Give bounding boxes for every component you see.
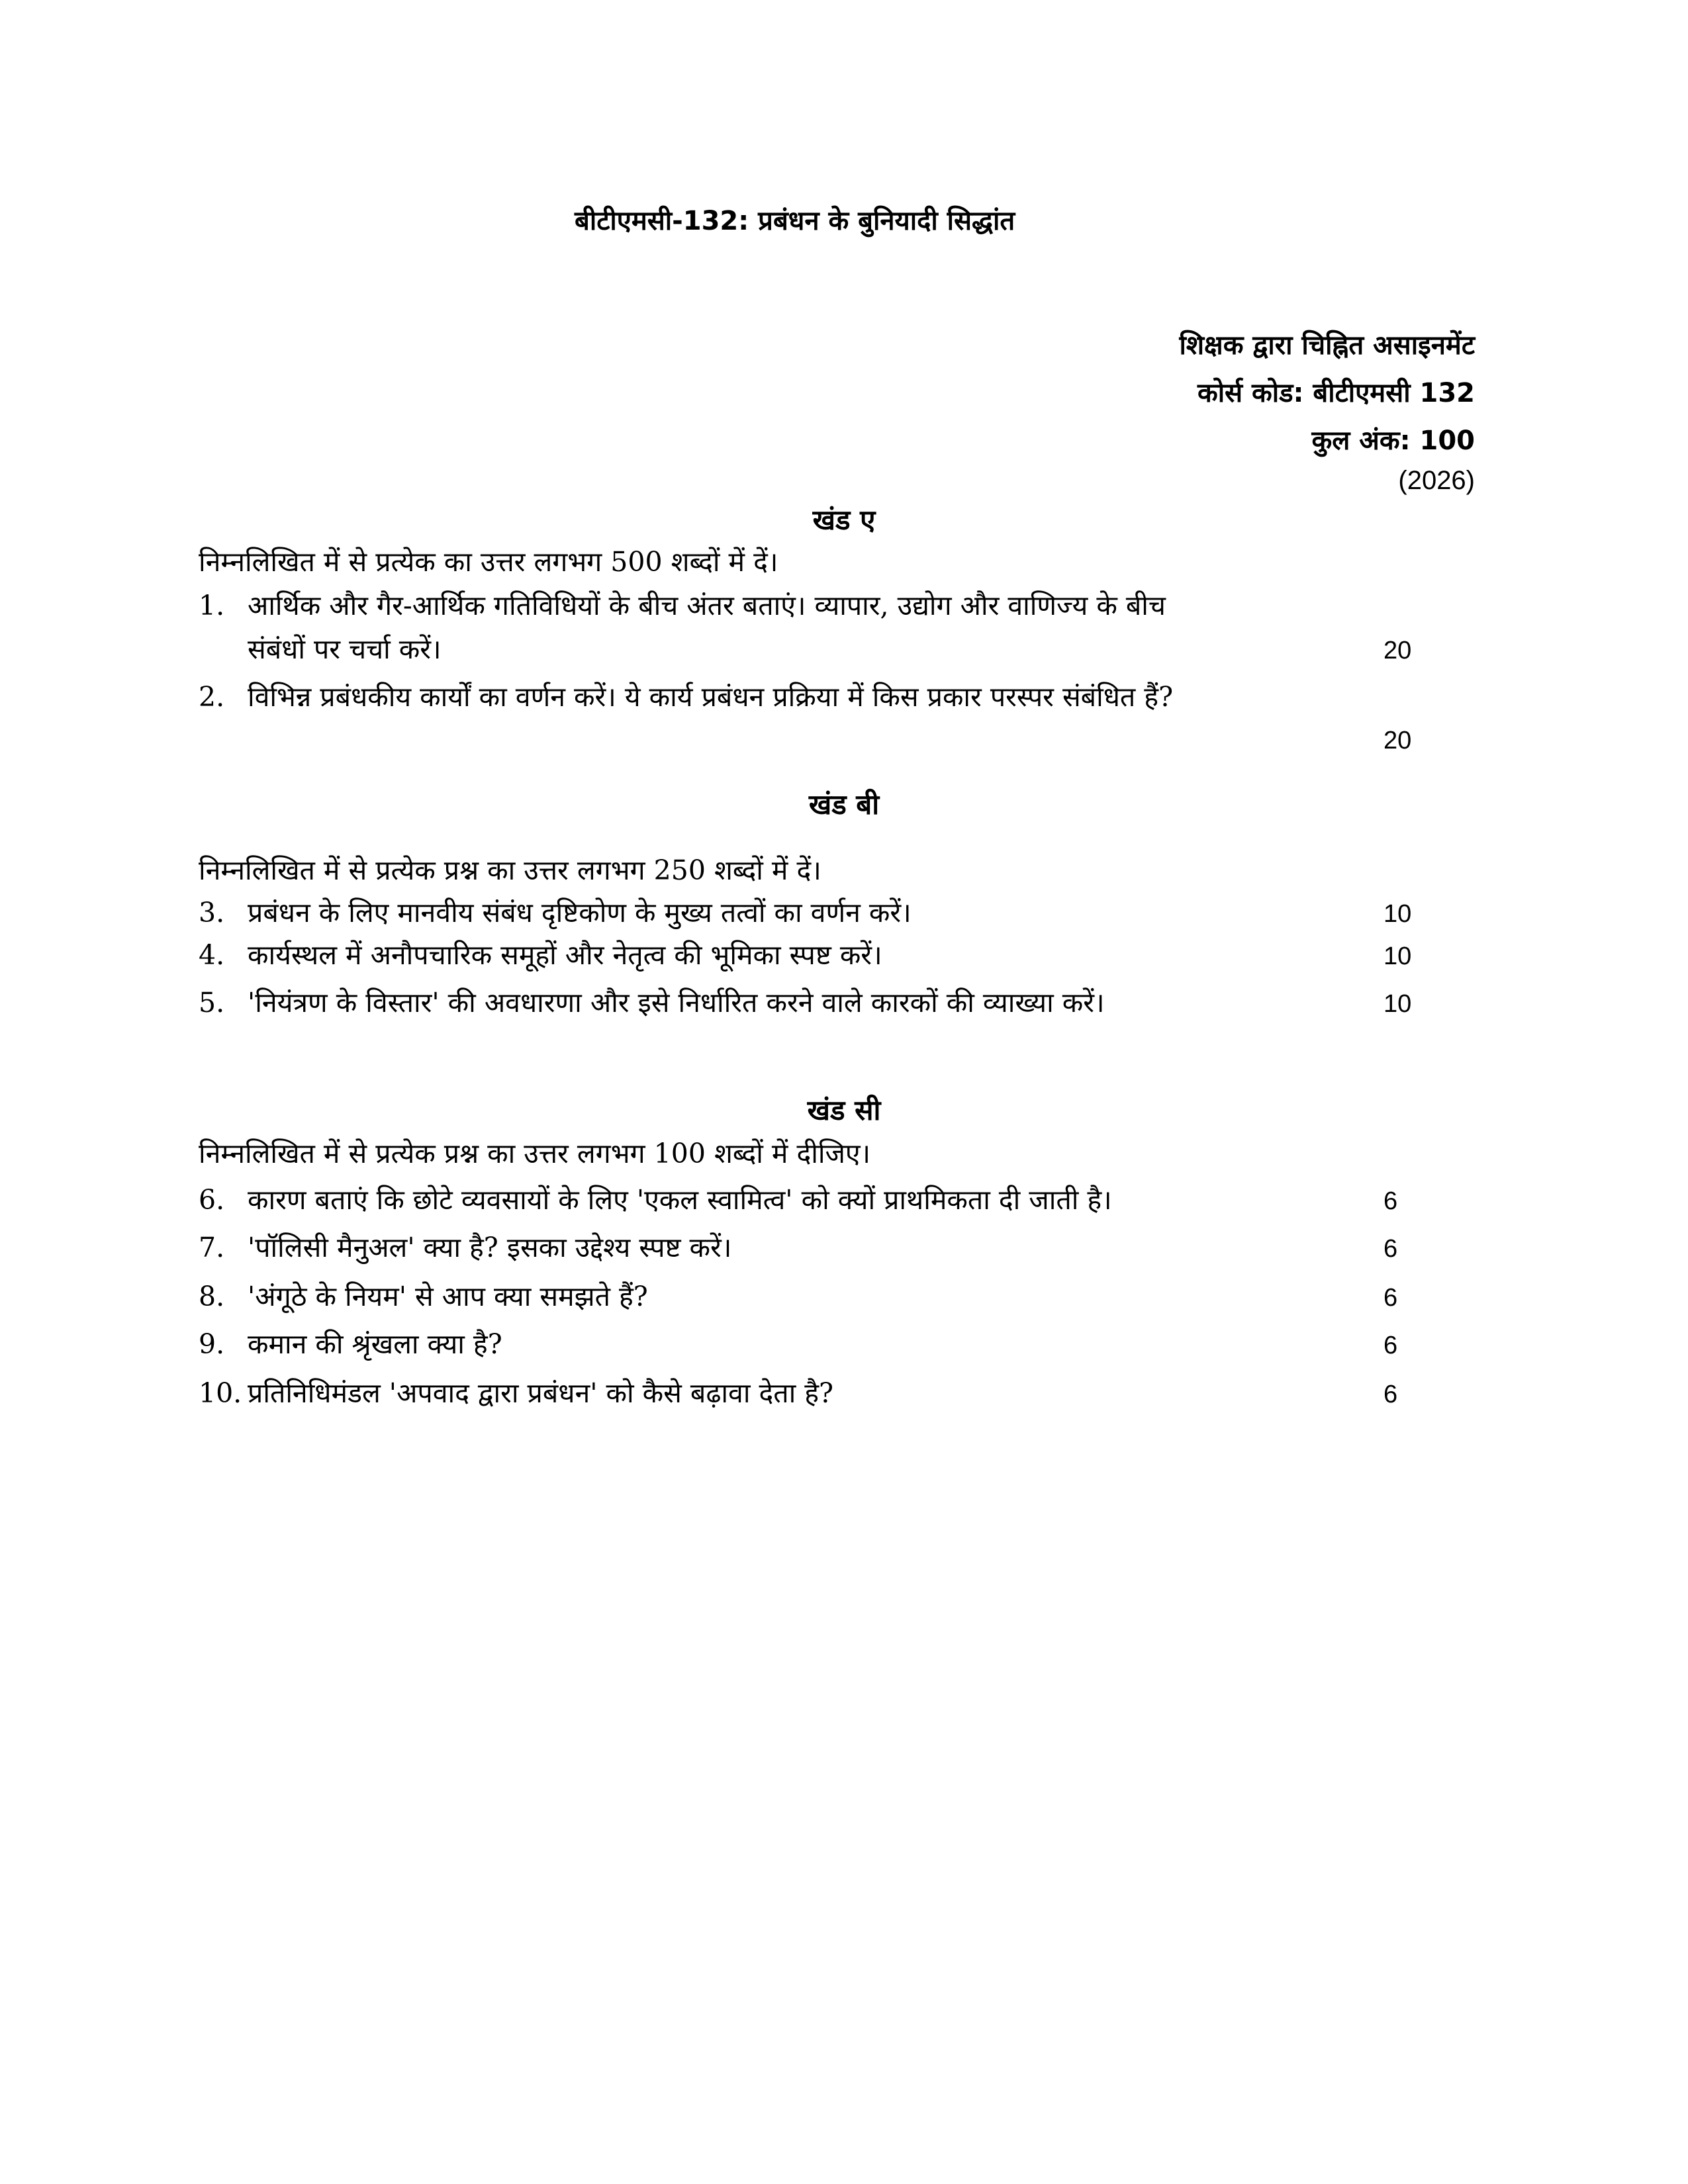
section-c-heading: खंड सी bbox=[807, 1094, 881, 1126]
question-5-marks: 10 bbox=[1383, 990, 1412, 1018]
question-1 bbox=[199, 586, 1166, 623]
question-number: 10. bbox=[199, 1377, 242, 1409]
page-title: बीटीएमसी-132: प्रबंधन के बुनियादी सिद्धांत bbox=[575, 206, 1015, 236]
question-number: 4. bbox=[199, 939, 225, 971]
question-number: 1. bbox=[199, 590, 225, 621]
question-text: कार्यस्थल में अनौपचारिक समूहों और नेतृत्व की भूमिका स्पष्ट करें। bbox=[248, 939, 882, 971]
question-10-marks: 6 bbox=[1383, 1381, 1398, 1408]
question-2-marks: 20 bbox=[1383, 727, 1412, 754]
question-number: 7. bbox=[199, 1232, 225, 1263]
question-text: आर्थिक और गैर-आर्थिक गतिविधियों के बीच अंतर बताएं। व्यापार, उद्योग और वाणिज्य के बीच bbox=[248, 590, 1166, 621]
question-1-continued: संबंधों पर चर्चा करें। bbox=[248, 633, 442, 665]
section-b-instruction: निम्नलिखित में से प्रत्येक प्रश्न का उत्तर लगभग 250 शब्दों में दें। bbox=[199, 854, 821, 886]
question-2 bbox=[199, 678, 1173, 715]
question-10 bbox=[199, 1374, 833, 1411]
question-text: 'नियंत्रण के विस्तार' की अवधारणा और इसे निर्धारित करने वाले कारकों की व्याख्या करें। bbox=[248, 987, 1105, 1019]
question-9 bbox=[199, 1325, 502, 1362]
question-number: 8. bbox=[199, 1281, 225, 1312]
question-6-marks: 6 bbox=[1383, 1187, 1398, 1215]
section-a-heading: खंड ए bbox=[812, 504, 876, 536]
question-text: कमान की श्रृंखला क्या है? bbox=[248, 1328, 502, 1360]
question-6 bbox=[199, 1181, 1112, 1218]
section-b-heading: खंड बी bbox=[808, 788, 880, 821]
year: (2026) bbox=[1398, 466, 1475, 495]
question-text: प्रतिनिधिमंडल 'अपवाद द्वारा प्रबंधन' को कैसे बढ़ावा देता है? bbox=[248, 1377, 834, 1409]
question-4-marks: 10 bbox=[1383, 942, 1412, 970]
question-4 bbox=[199, 936, 882, 973]
question-7 bbox=[199, 1228, 731, 1265]
question-number: 5. bbox=[199, 987, 225, 1019]
question-3 bbox=[199, 893, 912, 931]
total-marks: कुल अंक: 100 bbox=[1311, 426, 1475, 456]
question-5 bbox=[199, 983, 1105, 1021]
question-number: 3. bbox=[199, 897, 225, 929]
assignment-type: शिक्षक द्वारा चिह्नित असाइनमेंट bbox=[1179, 330, 1475, 361]
question-8 bbox=[199, 1277, 648, 1314]
question-text: 'अंगूठे के नियम' से आप क्या समझते हैं? bbox=[248, 1281, 648, 1312]
question-3-marks: 10 bbox=[1383, 900, 1412, 928]
question-text: 'पॉलिसी मैनुअल' क्या है? इसका उद्देश्य स्पष्ट करें। bbox=[248, 1232, 732, 1263]
question-number: 2. bbox=[199, 681, 225, 713]
question-8-marks: 6 bbox=[1383, 1284, 1398, 1312]
section-a-instruction: निम्नलिखित में से प्रत्येक का उत्तर लगभग 500 शब्दों में दें। bbox=[199, 546, 778, 578]
question-text: प्रबंधन के लिए मानवीय संबंध दृष्टिकोण के मुख्य तत्वों का वर्णन करें। bbox=[248, 897, 912, 929]
question-7-marks: 6 bbox=[1383, 1235, 1398, 1263]
question-9-marks: 6 bbox=[1383, 1332, 1398, 1359]
section-c-instruction: निम्नलिखित में से प्रत्येक प्रश्न का उत्तर लगभग 100 शब्दों में दीजिए। bbox=[199, 1138, 871, 1169]
question-text: विभिन्न प्रबंधकीय कार्यों का वर्णन करें। ये कार्य प्रबंधन प्रक्रिया में किस प्रकार परस्पर संबंधित हैं? bbox=[248, 681, 1174, 713]
question-number: 6. bbox=[199, 1184, 225, 1216]
course-code: कोर्स कोड: बीटीएमसी 132 bbox=[1197, 378, 1475, 408]
question-text: कारण बताएं कि छोटे व्यवसायों के लिए 'एकल स्वामित्व' को क्यों प्राथमिकता दी जाती है। bbox=[248, 1184, 1112, 1216]
question-number: 9. bbox=[199, 1328, 225, 1360]
question-1-marks: 20 bbox=[1383, 637, 1412, 664]
